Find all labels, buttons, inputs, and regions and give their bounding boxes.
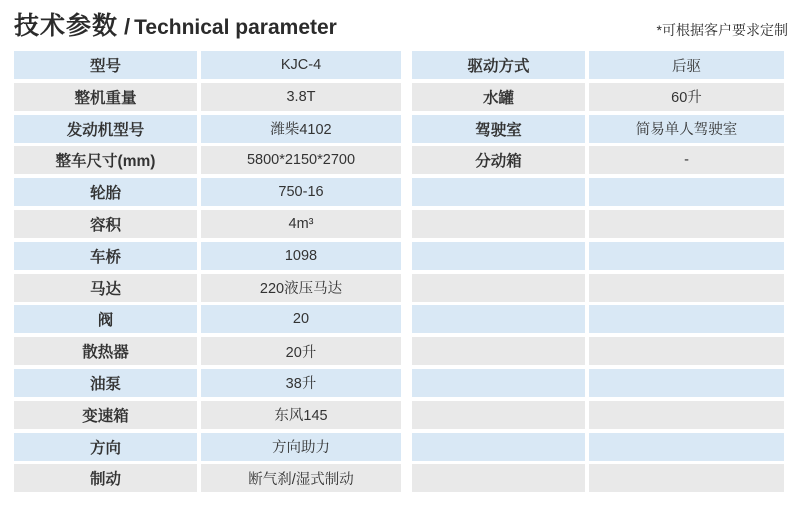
table-row xyxy=(412,210,784,238)
spec-value xyxy=(589,242,784,270)
spec-label: 马达 xyxy=(14,274,197,302)
spec-label: 轮胎 xyxy=(14,178,197,206)
spec-value: 20 xyxy=(201,305,401,333)
table-row xyxy=(14,146,401,174)
spec-label xyxy=(412,305,585,333)
spec-label xyxy=(412,369,585,397)
spec-label xyxy=(412,210,585,238)
spec-value: 后驱 xyxy=(589,51,784,79)
spec-label xyxy=(412,433,585,461)
spec-value xyxy=(589,305,784,333)
spec-value: 简易单人驾驶室 xyxy=(589,115,784,143)
spec-value: 断气刹/湿式制动 xyxy=(201,464,401,492)
spec-label xyxy=(412,178,585,206)
spec-value: 38升 xyxy=(201,369,401,397)
table-row xyxy=(14,178,401,206)
page-title-chinese: 技术参数 xyxy=(14,12,119,40)
spec-value: 4m³ xyxy=(201,210,401,238)
right-spec-table xyxy=(412,51,784,492)
table-row xyxy=(412,274,784,302)
spec-value xyxy=(589,433,784,461)
spec-value xyxy=(589,210,784,238)
page-title xyxy=(14,6,337,42)
spec-label: 阀 xyxy=(14,305,197,333)
table-row xyxy=(14,274,401,302)
spec-label: 油泵 xyxy=(14,369,197,397)
spec-value: 20升 xyxy=(201,337,401,365)
table-row xyxy=(14,83,401,111)
spec-label: 变速箱 xyxy=(14,401,197,429)
table-row xyxy=(14,115,401,143)
spec-label: 车桥 xyxy=(14,242,197,270)
spec-value xyxy=(589,337,784,365)
spec-label: 容积 xyxy=(14,210,197,238)
table-row xyxy=(412,242,784,270)
spec-label xyxy=(412,274,585,302)
page-title-separator: / xyxy=(124,14,131,39)
table-row xyxy=(412,337,784,365)
spec-label: 发动机型号 xyxy=(14,115,197,143)
spec-value xyxy=(589,401,784,429)
spec-value xyxy=(589,464,784,492)
spec-value: 3.8T xyxy=(201,83,401,111)
spec-value: 1098 xyxy=(201,242,401,270)
table-row xyxy=(14,210,401,238)
table-row xyxy=(412,178,784,206)
spec-value: KJC-4 xyxy=(201,51,401,79)
spec-value: 5800*2150*2700 xyxy=(201,146,401,174)
table-row xyxy=(412,369,784,397)
page-title-english: Technical parameter xyxy=(134,16,337,39)
table-row xyxy=(412,464,784,492)
spec-value: 220液压马达 xyxy=(201,274,401,302)
table-row xyxy=(412,83,784,111)
spec-label: 水罐 xyxy=(412,83,585,111)
spec-label: 驾驶室 xyxy=(412,115,585,143)
left-spec-table xyxy=(14,51,401,492)
spec-value: 东风145 xyxy=(201,401,401,429)
spec-value: 60升 xyxy=(589,83,784,111)
spec-value: 750-16 xyxy=(201,178,401,206)
spec-value: 方向助力 xyxy=(201,433,401,461)
table-row xyxy=(412,305,784,333)
table-row xyxy=(412,51,784,79)
table-row xyxy=(14,369,401,397)
table-row xyxy=(412,401,784,429)
table-row xyxy=(14,433,401,461)
spec-label xyxy=(412,242,585,270)
table-row xyxy=(14,242,401,270)
table-row xyxy=(14,337,401,365)
spec-value xyxy=(589,274,784,302)
spec-value xyxy=(589,369,784,397)
customization-note: *可根据客户要求定制 xyxy=(656,22,788,38)
table-row xyxy=(412,433,784,461)
spec-label xyxy=(412,401,585,429)
table-row xyxy=(14,305,401,333)
table-row xyxy=(412,115,784,143)
spec-label xyxy=(412,337,585,365)
spec-label xyxy=(412,464,585,492)
spec-value: 潍柴4102 xyxy=(201,115,401,143)
spec-value xyxy=(589,178,784,206)
spec-label: 型号 xyxy=(14,51,197,79)
spec-label: 整机重量 xyxy=(14,83,197,111)
spec-label: 散热器 xyxy=(14,337,197,365)
table-row xyxy=(14,401,401,429)
spec-label: 整车尺寸(mm) xyxy=(14,146,197,174)
spec-label: 分动箱 xyxy=(412,146,585,174)
spec-value: - xyxy=(589,146,784,174)
spec-label: 驱动方式 xyxy=(412,51,585,79)
spec-label: 方向 xyxy=(14,433,197,461)
table-row xyxy=(14,464,401,492)
table-row xyxy=(412,146,784,174)
table-row xyxy=(14,51,401,79)
spec-label: 制动 xyxy=(14,464,197,492)
